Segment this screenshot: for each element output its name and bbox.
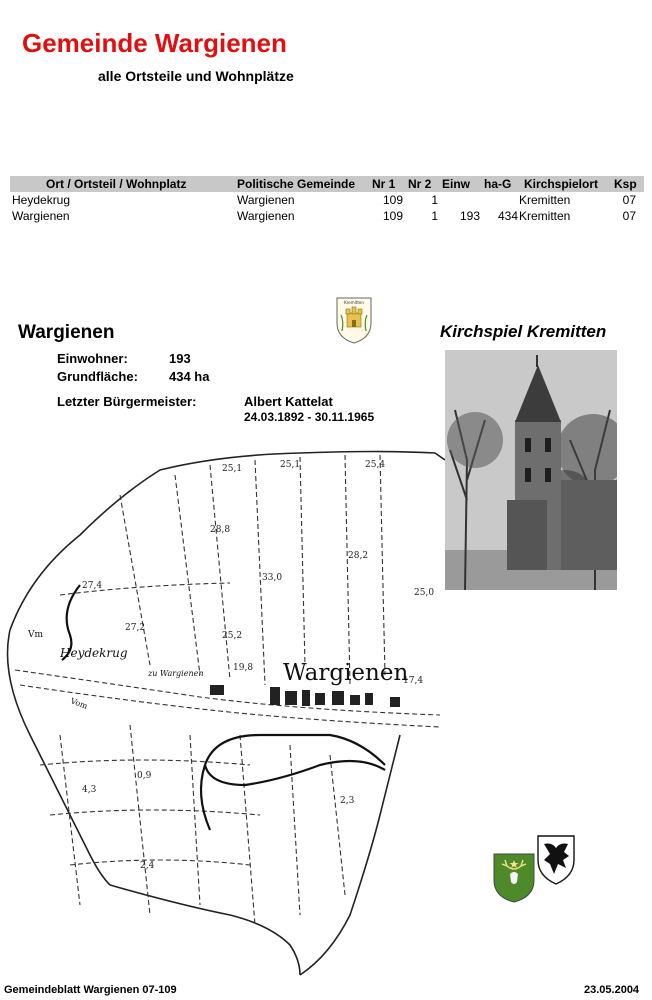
mayor-label: Letzter Bürgermeister: [57, 394, 197, 409]
map-elevation: 25,0 [414, 588, 435, 598]
einwohner-value: 193 [169, 351, 191, 366]
table-cell: 109 [382, 193, 403, 207]
footer-date: 23.05.2004 [584, 984, 640, 996]
table-cell: 07 [622, 209, 636, 223]
table-row [10, 192, 644, 208]
einwohner-label: Einwohner: [57, 351, 128, 366]
column-header: Ort / Ortsteil / Wohnplatz [46, 177, 187, 191]
table-cell: 434 [497, 209, 518, 223]
page-subtitle: alle Ortsteile und Wohnplätze [98, 68, 294, 84]
map-vm-label: Vm [28, 630, 44, 640]
column-header: Politische Gemeinde [237, 177, 356, 191]
map-elevation: 28,2 [348, 551, 369, 561]
map-elevation: 25,1 [222, 464, 243, 474]
map-side-label: Vom [69, 696, 89, 711]
table-cell: Kremitten [519, 193, 571, 207]
table-cell: 07 [622, 193, 636, 207]
table-cell: Wargienen [12, 209, 70, 223]
church-photo [445, 350, 617, 590]
map-elevation: 19,8 [233, 663, 254, 673]
table-cell: Wargienen [237, 193, 295, 207]
map-elevation: 25,1 [280, 460, 301, 470]
places-table [10, 176, 644, 224]
mayor-name: Albert Kattelat [244, 394, 333, 409]
map-elevation: 25,2 [222, 631, 243, 641]
table-cell: 193 [459, 209, 480, 223]
mayor-dates: 24.03.1892 - 30.11.1965 [244, 410, 375, 424]
map-road-label: zu Wargienen [148, 669, 204, 678]
map-elevation: 25,4 [365, 460, 386, 470]
map-elevation: 27,4 [82, 581, 103, 591]
column-header: Nr 2 [408, 177, 432, 191]
map-elevation: 28,8 [210, 525, 231, 535]
table-cell: 109 [382, 209, 403, 223]
map-elevation: 2,3 [340, 796, 355, 806]
page-title: Gemeinde Wargienen [22, 28, 287, 58]
map-elevation: 27,2 [125, 623, 146, 633]
table-cell: Heydekrug [12, 193, 71, 207]
column-header: Ksp [614, 177, 637, 191]
map-heydekrug-label: Heydekrug [60, 646, 128, 660]
flaeche-label: Grundfläche: [57, 369, 138, 384]
column-header: Nr 1 [372, 177, 396, 191]
table-cell: Kremitten [519, 209, 571, 223]
historic-map [0, 435, 445, 980]
place-name: Wargienen [18, 322, 115, 343]
map-elevation: 4,3 [82, 785, 97, 795]
map-elevation: 33,0 [262, 573, 283, 583]
column-header: ha-G [484, 177, 512, 191]
flaeche-value: 434 ha [169, 369, 210, 384]
table-cell: Wargienen [237, 209, 295, 223]
parish-title: Kirchspiel Kremitten [440, 322, 607, 341]
map-elevation: 0,9 [137, 771, 152, 781]
table-cell: 1 [431, 209, 438, 223]
column-header: Einw [442, 177, 471, 191]
elk-crest-icon [536, 834, 576, 886]
map-elevation: 17,4 [403, 676, 424, 686]
table-header-row [10, 176, 644, 192]
table-cell: 1 [431, 193, 438, 207]
map-village-label: Wargienen [283, 660, 409, 686]
map-elevation: 2,4 [140, 861, 155, 871]
svg-text:Kremitten: Kremitten [344, 300, 364, 305]
footer-left: Gemeindeblatt Wargienen 07-109 [4, 984, 177, 996]
table-row [10, 208, 644, 224]
stag-crest-icon [492, 852, 536, 904]
column-header: Kirchspielort [524, 177, 599, 191]
kremitten-crest-icon [334, 295, 374, 345]
